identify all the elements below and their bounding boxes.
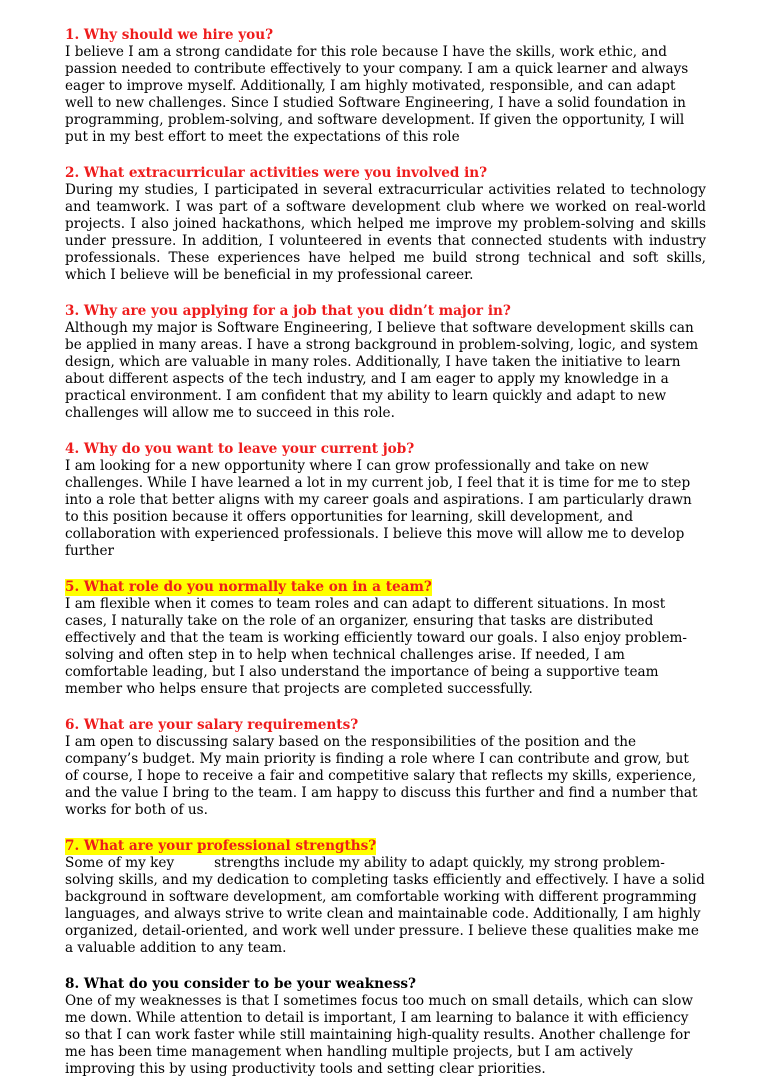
question-heading: 3. Why are you applying for a job that you didn’t major in?	[65, 303, 511, 319]
qa-item-6	[65, 714, 706, 819]
question-heading-highlighted: 7. What are your professional strengths?	[65, 838, 377, 854]
question-heading: 8. What do you consider to be your weakness?	[65, 976, 416, 992]
answer-paragraph: I am looking for a new opportunity where I can grow professionally and take on new challenges. While I have learned a lot in my current job, I feel that it is time for me to step into a role that better aligns with my career goals and aspirations. I am particularly drawn to this position because it offers opportunities for learning, skill development, and collaboration with experienced professionals. I believe this move will allow me to develop further	[65, 458, 692, 559]
qa-item-1	[65, 24, 706, 146]
question-heading: 6. What are your salary requirements?	[65, 717, 359, 733]
question-heading-highlighted: 5. What role do you normally take on in a team?	[65, 579, 432, 595]
answer-paragraph: I am open to discussing salary based on the responsibilities of the position and the company’s budget. My main priority is finding a role where I can contribute and grow, but of course, I hope to receive a fair and competitive salary that reflects my skills, experience, and the value I bring to the team. I am happy to discuss this further and find a number that works for both of us.	[65, 734, 698, 818]
qa-item-4	[65, 438, 706, 560]
answer-rest: strengths include my ability to adapt quickly, my strong problem-solving skills, and my dedication to completing tasks efficiently and effectively. I have a solid background in software development, am comfortable working with different programming languages, and always strive to write clean and maintainable code. Additionally, I am highly organized, detail-oriented, and work well under pressure. I believe these qualities make me a valuable addition to any team.	[65, 855, 705, 956]
question-heading: 2. What extracurricular activities were you involved in?	[65, 165, 488, 181]
question-heading: 4. Why do you want to leave your current job?	[65, 441, 415, 457]
answer-paragraph: One of my weaknesses is that I sometimes focus too much on small details, which can slow me down. While attention to detail is important, I am learning to balance it with efficiency so that I can work faster while still maintaining high-quality results. Another challenge for me has been time management when handling multiple projects, but I am actively improving this by using productivity tools and setting clear priorities.	[65, 993, 693, 1077]
qa-item-2	[65, 162, 706, 284]
answer-paragraph: I believe I am a strong candidate for this role because I have the skills, work ethic, and passion needed to contribute effectively to your company. I am a quick learner and always eager to improve myself. Additionally, I am highly motivated, responsible, and can adapt well to new challenges. Since I studied Software Engineering, I have a solid foundation in programming, problem-solving, and software development. If given the opportunity, I will put in my best effort to meet the expectations of this role	[65, 44, 689, 145]
qa-item-3	[65, 300, 706, 422]
question-heading: 1. Why should we hire you?	[65, 27, 274, 43]
answer-paragraph	[65, 855, 706, 957]
answer-start: Some of my key	[65, 855, 175, 871]
answer-paragraph: I am flexible when it comes to team roles and can adapt to different situations. In most cases, I naturally take on the role of an organizer, ensuring that tasks are distributed effectively and that the team is working efficiently toward our goals. I also enjoy problem-solving and often step in to help when technical challenges arise. If needed, I am comfortable leading, but I also understand the importance of being a supportive team member who helps ensure that projects are completed successfully.	[65, 596, 687, 697]
qa-item-8	[65, 973, 706, 1078]
answer-paragraph: During my studies, I participated in several extracurricular activities related to technology and teamwork. I was part of a software development club where we worked on real-world projects. I also joined hackathons, which helped me improve my problem-solving and skills under pressure. In addition, I volunteered in events that connected students with industry professionals. These experiences have helped me build strong technical and soft skills, which I believe will be beneficial in my professional career.	[65, 182, 706, 283]
qa-item-7	[65, 835, 706, 957]
answer-paragraph: Although my major is Software Engineering, I believe that software development skills can be applied in many areas. I have a strong background in problem-solving, logic, and system design, which are valuable in many roles. Additionally, I have taken the initiative to learn about different aspects of the tech industry, and I am eager to apply my knowledge in a practical environment. I am confident that my ability to learn quickly and adapt to new challenges will allow me to succeed in this role.	[65, 320, 699, 421]
qa-item-5	[65, 576, 706, 698]
